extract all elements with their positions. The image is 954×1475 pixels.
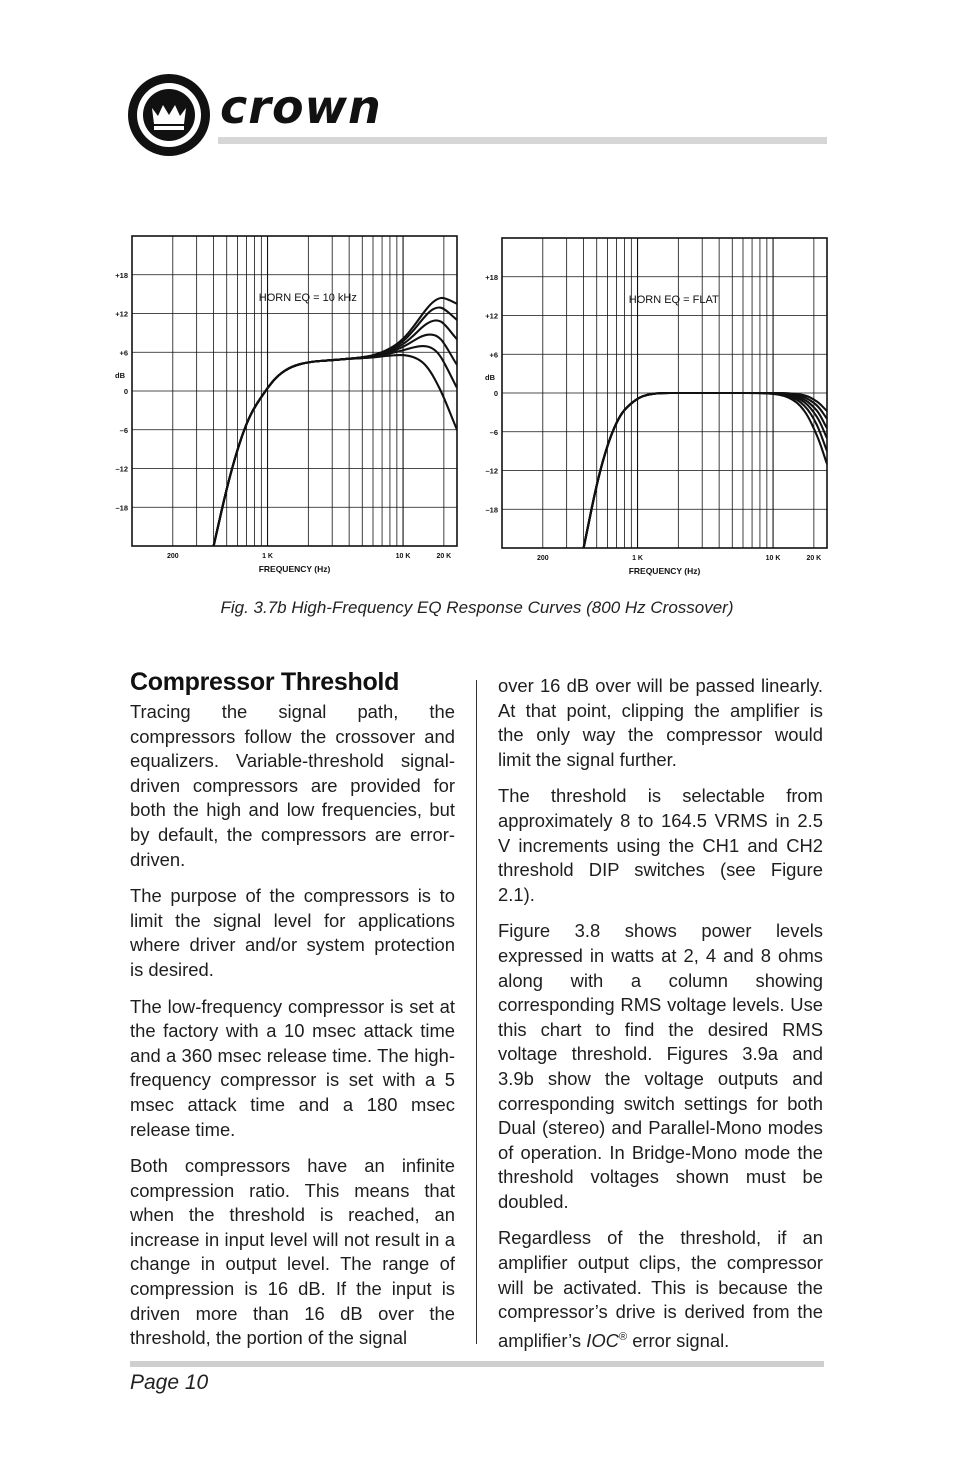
x-tick-label: 20 K [806, 555, 822, 562]
y-tick-label: –6 [489, 427, 498, 437]
crown-logo-icon [126, 72, 212, 158]
response-curve-0 [214, 298, 457, 546]
ioc-term: IOC [586, 1329, 619, 1351]
y-tick-label: +6 [489, 350, 498, 360]
brand-wordmark: crown [220, 80, 382, 134]
y-axis-label: dB [485, 372, 495, 382]
curve-annotation: HORN EQ = FLAT [628, 294, 719, 306]
x-axis-label: FREQUENCY (Hz) [258, 564, 331, 574]
response-curve-1 [214, 307, 457, 546]
footer-rule [130, 1361, 824, 1367]
column-divider [476, 680, 477, 1344]
section-heading: Compressor Threshold [130, 668, 400, 696]
x-axis-label: FREQUENCY (Hz) [628, 566, 701, 576]
y-tick-label: +12 [485, 311, 498, 321]
curve-annotation: HORN EQ = 10 kHz [258, 292, 357, 304]
y-tick-label: –12 [485, 466, 498, 476]
page-number: Page 10 [130, 1371, 209, 1394]
figure-caption: Fig. 3.7b High-Frequency EQ Response Curves (800 Hz Crossover) [220, 598, 734, 617]
y-tick-label: +18 [115, 270, 128, 280]
x-tick-label: 20 K [436, 553, 452, 560]
chart-svg [100, 228, 460, 578]
response-curve-4 [214, 346, 457, 546]
y-axis-label: dB [115, 370, 125, 380]
registered-mark: ® [618, 1330, 628, 1343]
x-tick-label: 200 [536, 555, 549, 562]
x-tick-label: 10 K [765, 555, 781, 562]
paragraph: The low-frequency compressor is set at the factory with a 10 msec attack time and a 360 msec release time. The high-frequency compressor is set with a 5 msec attack time and a 180 msec release time. [130, 995, 455, 1140]
y-tick-label: +18 [485, 272, 498, 282]
y-tick-label: +6 [119, 348, 128, 358]
paragraph: Figure 3.8 shows power levels expressed in watts at 2, 4 and 8 ohms along with a column showing corresponding RMS voltage levels. Use this chart to find the desired RMS voltage threshold. Figures 3.9a and 3.9b show the voltage outputs and corresponding switch settings for both Dual (stereo) and Parallel-Mono modes of operation. In Bridge-Mono mode the threshold voltages shown must be doubled. [498, 920, 823, 1212]
y-tick-label: 0 [493, 389, 498, 398]
paragraph: over 16 dB over will be passed linearly. At that point, clipping the amplifier is the only way the compressor would limit the signal further. [498, 675, 823, 770]
y-tick-label: +12 [115, 309, 128, 319]
chart-svg [470, 230, 830, 580]
y-tick-label: –6 [119, 425, 128, 435]
chart-horn-eq-flat [470, 230, 830, 580]
paragraph [498, 1226, 823, 1353]
x-tick-label: 200 [166, 553, 179, 560]
y-tick-label: 0 [123, 387, 128, 396]
paragraph: The threshold is selectable from approximately 8 to 164.5 VRMS in 2.5 V increments using the CH1 and CH2 threshold DIP switches (see Figure 2.1). [498, 785, 823, 905]
chart-horn-eq-10khz [100, 228, 460, 578]
paragraph: The purpose of the compressors is to limit the signal level for applications where driver and/or system protection is desired. [130, 885, 455, 980]
response-curve-3 [214, 335, 457, 546]
paragraph: Both compressors have an infinite compression ratio. This means that when the threshold is reached, an increase in input level will not result in a change in output level. The range of compression is 16 dB. If the input is driven more than 16 dB over the threshold, the portion of the signal [130, 1155, 455, 1349]
right-column [498, 674, 823, 1366]
x-tick-label: 1 K [262, 553, 273, 560]
header-rule [218, 137, 827, 144]
paragraph-tail: error signal. [627, 1329, 730, 1351]
y-tick-label: –18 [485, 505, 498, 515]
response-curve-5 [214, 355, 457, 546]
left-column [130, 666, 455, 1363]
response-curve-2 [214, 320, 457, 546]
x-tick-label: 10 K [395, 553, 411, 560]
paragraph-text: Regardless of the threshold, if an amplifier output clips, the compressor will be activated. This is because the compressor’s drive is derived from the amplifier’s [498, 1227, 823, 1351]
x-tick-label: 1 K [632, 555, 643, 562]
y-tick-label: –12 [115, 464, 128, 474]
y-tick-label: –18 [115, 503, 128, 513]
paragraph: Tracing the signal path, the compressors follow the crossover and equalizers. Variable-threshold signal-driven compressors are provided for both the high and low frequencies, but by default, the compressors are error-driven. [130, 701, 455, 870]
